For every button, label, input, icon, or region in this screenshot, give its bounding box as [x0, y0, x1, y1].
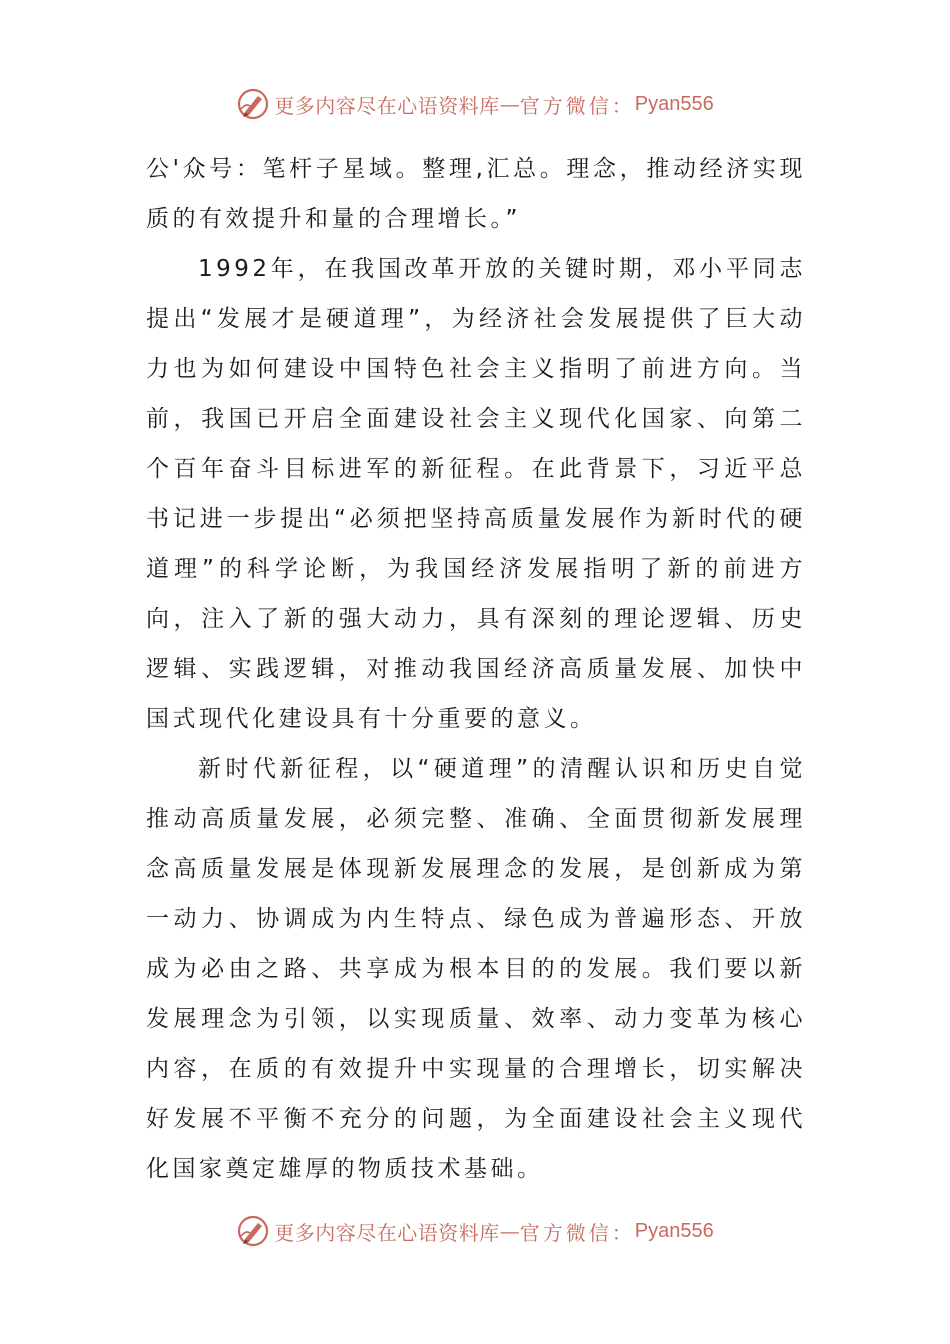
header-site-text: 更多内容尽在心语资料库: [274, 93, 500, 118]
header-watermark-banner: [0, 84, 950, 124]
document-body: [146, 144, 806, 1194]
paragraph-2: 1992年，在我国改革开放的关键时期，邓小平同志提出“发展才是硬道理”，为经济社会发展提供了巨大动力也为如何建设中国特色社会主义指明了前进方向。当前，我国已开启全面建设社会主义现代化国家、向第二个百年奋斗目标进军的新征程。在此背景下，习近平总书记进一步提出“必须把坚持高质量发展作为新时代的硬道理”的科学论断，为我国经济发展指明了新的前进方向，注入了新的强大动力，具有深刻的理论逻辑、历史逻辑、实践逻辑，对推动我国经济高质量发展、加快中国式现代化建设具有十分重要的意义。: [146, 256, 806, 732]
footer-separator: —: [499, 1219, 520, 1243]
footer-watermark-banner: [0, 1211, 950, 1251]
footer-official-text: 官方微信：: [519, 1220, 635, 1245]
paragraph-1: 公'众号：笔杆子星域。整理,汇总。理念，推动经济实现质的有效提升和量的合理增长。”: [146, 156, 806, 232]
paragraph-3: 新时代新征程，以“硬道理”的清醒认识和历史自觉推动高质量发展，必须完整、准确、全面贯彻新发展理念高质量发展是体现新发展理念的发展，是创新成为第一动力、协调成为内生特点、绿色成为普遍形态、开放成为必由之路、共享成为根本目的的发展。我们要以新发展理念为引领，以实现质量、效率、动力变革为核心内容，在质的有效提升中实现量的合理增长，切实解决好发展不平衡不充分的问题，为全面建设社会主义现代化国家奠定雄厚的物质技术基础。: [146, 756, 806, 1182]
footer-site-text: 更多内容尽在心语资料库: [274, 1220, 500, 1245]
footer-wechat-id: Pyan556: [634, 1219, 714, 1242]
header-separator: —: [499, 92, 520, 116]
pen-logo-icon: [236, 87, 270, 121]
pen-logo-icon: [236, 1214, 270, 1248]
header-wechat-id: Pyan556: [634, 92, 714, 115]
header-official-text: 官方微信：: [519, 93, 635, 118]
